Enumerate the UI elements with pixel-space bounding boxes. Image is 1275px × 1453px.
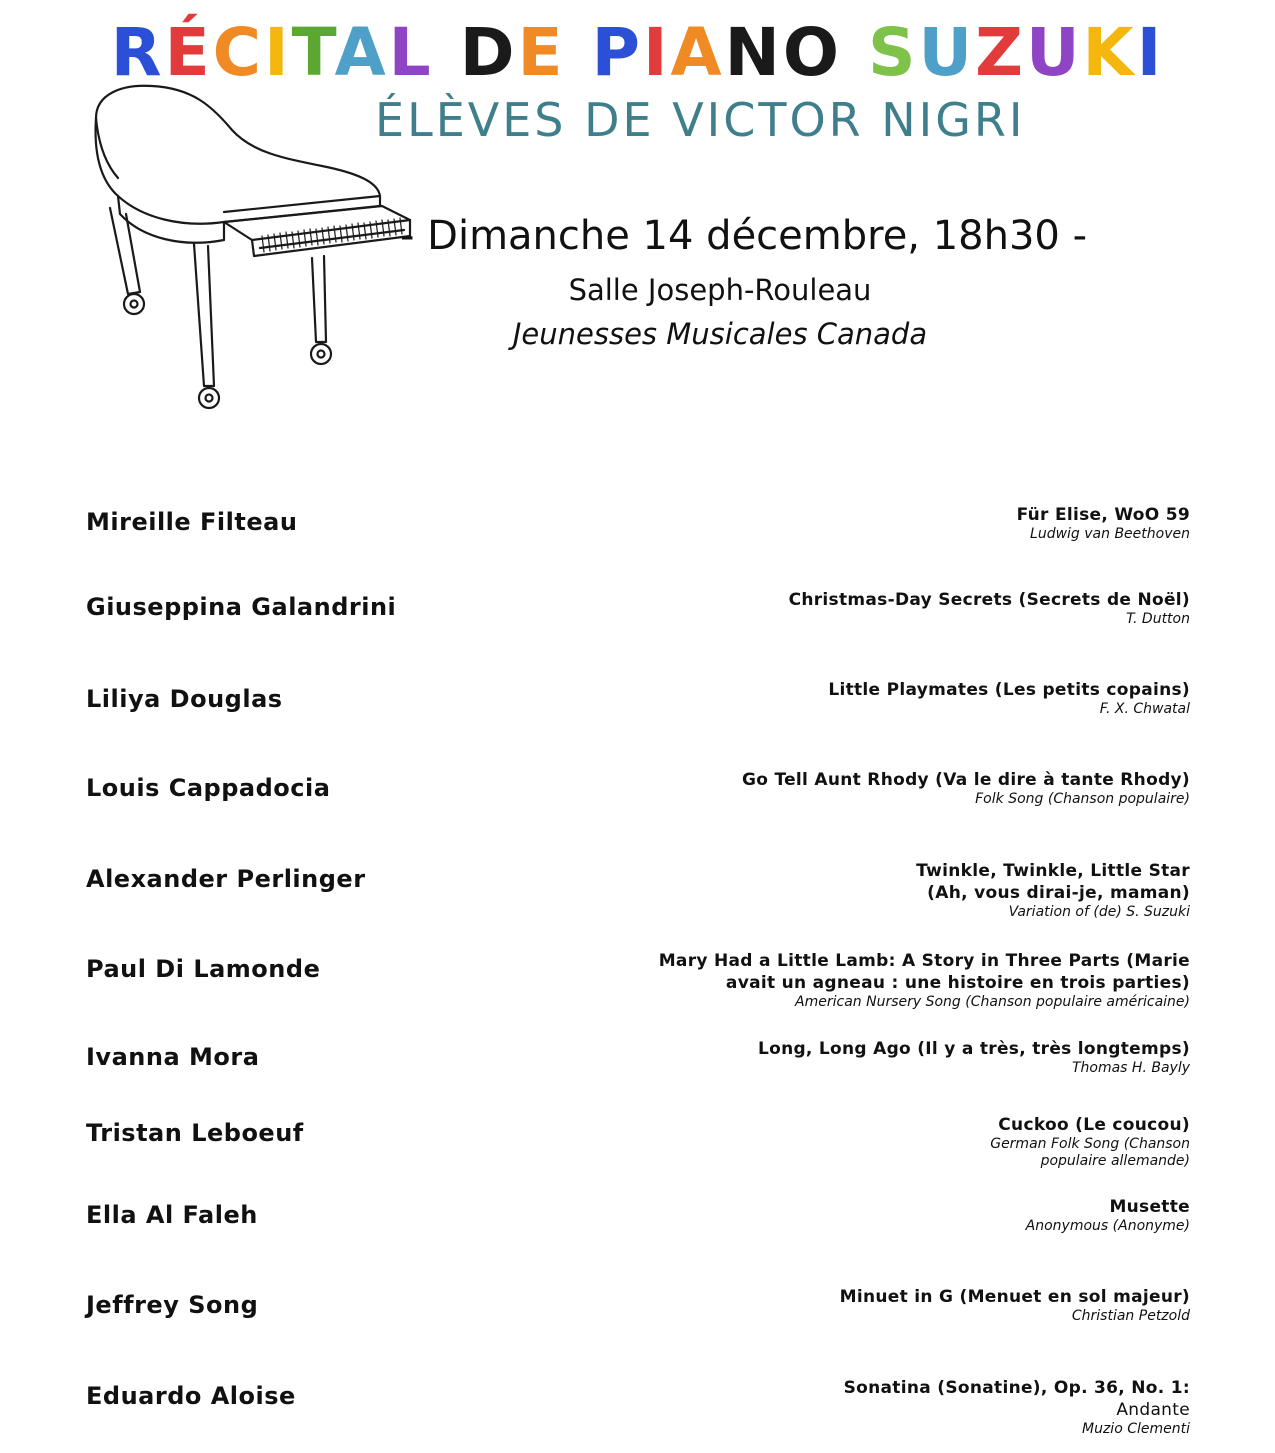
performer-name: Eduardo Aloise <box>86 1382 296 1410</box>
title-letter: K <box>1082 14 1137 91</box>
title-letter: R <box>110 14 165 91</box>
composer-name: American Nursery Song (Chanson populaire américaine) <box>795 994 1190 1010</box>
performer-name: Ella Al Faleh <box>86 1201 258 1229</box>
composer-name: Anonymous (Anonyme) <box>1025 1218 1190 1234</box>
piece-block <box>789 589 1190 628</box>
composer-name: Ludwig van Beethoven <box>1030 526 1190 542</box>
composer-name: Variation of (de) S. Suzuki <box>1008 904 1190 920</box>
title-letter: I <box>264 14 292 91</box>
piece-title: Sonatina (Sonatine), Op. 36, No. 1: <box>843 1378 1190 1398</box>
piece-title-line-2: (Ah, vous dirai-je, maman) <box>927 883 1190 903</box>
performer-name: Louis Cappadocia <box>86 774 331 802</box>
event-venue: Salle Joseph-Rouleau <box>568 273 872 307</box>
performer-name: Ivanna Mora <box>86 1043 260 1071</box>
title-letter: L <box>388 14 434 91</box>
title-letter: A <box>670 14 725 91</box>
title-letter: É <box>164 14 213 91</box>
title-letter: E <box>517 14 566 91</box>
title-letter: Z <box>975 14 1026 91</box>
piece-title-line-2: avait un agneau : une histoire en trois parties) <box>725 973 1190 993</box>
piece-title: Twinkle, Twinkle, Little Star <box>916 861 1190 881</box>
piece-title: Mary Had a Little Lamb: A Story in Three Parts (Marie <box>658 951 1190 971</box>
event-date: - Dimanche 14 décembre, 18h30 - <box>400 213 1088 259</box>
title-letter: U <box>1025 14 1083 91</box>
performer-name: Paul Di Lamonde <box>86 955 321 983</box>
performer-name: Liliya Douglas <box>86 685 283 713</box>
piece-block <box>758 1038 1190 1077</box>
piece-title: Go Tell Aunt Rhody (Va le dire à tante Rhody) <box>742 770 1190 790</box>
recital-subtitle: ÉLÈVES DE VICTOR NIGRI <box>375 93 1026 147</box>
composer-name: Christian Petzold <box>1071 1308 1190 1324</box>
title-letter: T <box>291 14 335 91</box>
title-letter: P <box>591 14 643 91</box>
composer-name: T. Dutton <box>1126 611 1190 627</box>
title-letter: C <box>212 14 265 91</box>
piece-block <box>1026 1196 1190 1235</box>
piece-title-line-2: Andante <box>1116 1400 1190 1420</box>
performer-name: Giuseppina Galandrini <box>86 593 397 621</box>
piece-title: Musette <box>1109 1197 1190 1217</box>
piece-block <box>916 860 1190 921</box>
performer-name: Tristan Leboeuf <box>86 1119 304 1147</box>
piece-title: Cuckoo (Le coucou) <box>998 1115 1190 1135</box>
performer-name: Mireille Filteau <box>86 508 298 536</box>
title-letter: A <box>334 14 389 91</box>
piece-block <box>659 950 1190 1011</box>
composer-name: F. X. Chwatal <box>1099 701 1190 717</box>
title-letter: S <box>867 14 919 91</box>
piece-title: Long, Long Ago (Il y a très, très longtemps) <box>757 1039 1190 1059</box>
composer-name-line-2: populaire allemande) <box>1040 1153 1190 1169</box>
composer-name: Muzio Clementi <box>1082 1421 1190 1437</box>
piece-block <box>990 1114 1190 1170</box>
title-letter: O <box>782 14 842 91</box>
piece-block <box>844 1377 1190 1438</box>
title-letter: I <box>1136 14 1165 91</box>
title-letter: I <box>642 14 671 91</box>
piece-block <box>828 679 1190 718</box>
composer-name: Thomas H. Bayly <box>1071 1060 1190 1076</box>
piece-title: Christmas-Day Secrets (Secrets de Noël) <box>788 590 1190 610</box>
title-letter: N <box>724 14 783 91</box>
composer-name: German Folk Song (Chanson <box>990 1136 1190 1152</box>
event-organization: Jeunesses Musicales Canada <box>512 317 928 351</box>
performer-name: Jeffrey Song <box>86 1291 259 1319</box>
title-letter: D <box>459 14 518 91</box>
piece-title: Für Elise, WoO 59 <box>1016 505 1190 525</box>
title-letter: U <box>918 14 976 91</box>
performer-name: Alexander Perlinger <box>86 865 366 893</box>
piece-title: Little Playmates (Les petits copains) <box>828 680 1190 700</box>
piece-title: Minuet in G (Menuet en sol majeur) <box>839 1287 1190 1307</box>
piece-block <box>840 1286 1190 1325</box>
piece-block <box>742 769 1190 808</box>
composer-name: Folk Song (Chanson populaire) <box>975 791 1190 807</box>
piece-block <box>1017 504 1190 543</box>
